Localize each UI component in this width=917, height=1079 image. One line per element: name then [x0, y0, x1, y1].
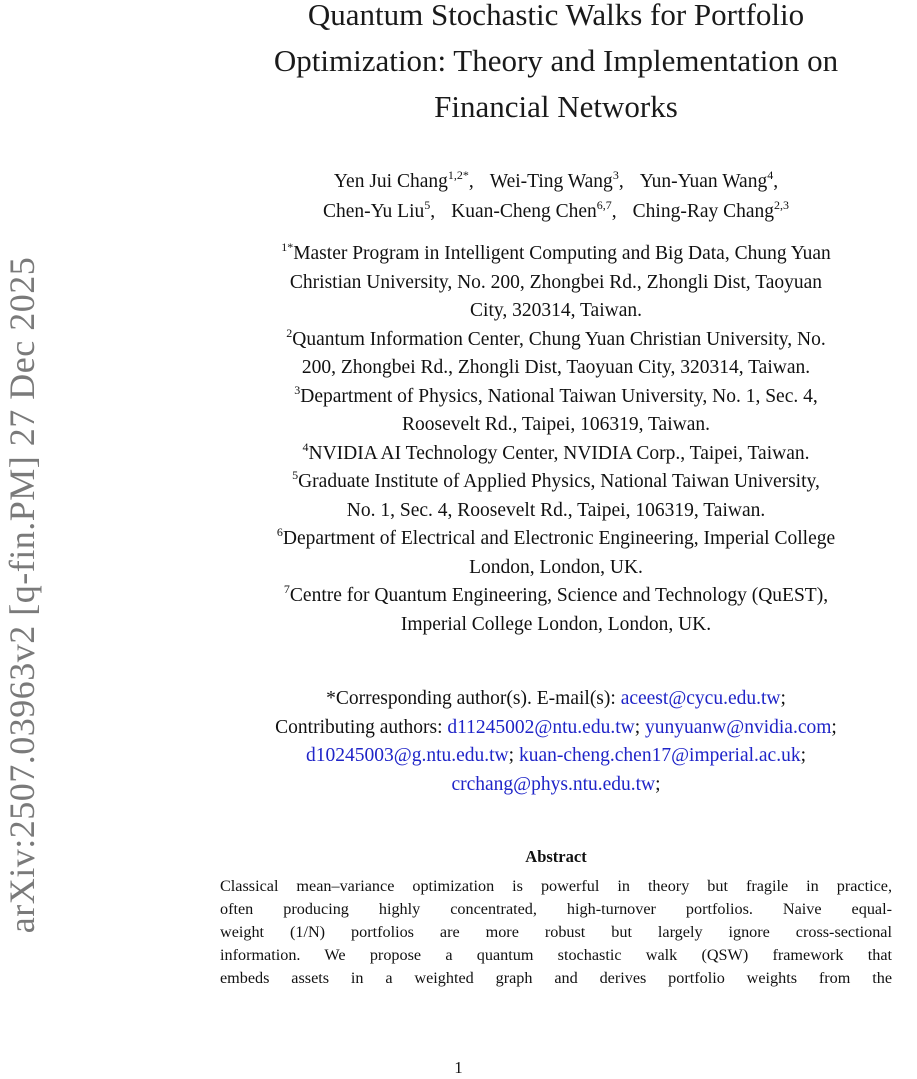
contributing-authors-line: d10245003@g.ntu.edu.tw; kuan-cheng.chen17@imperial.ac.uk;	[305, 745, 806, 766]
affiliation-2-cont: 200, Zhongbei Rd., Zhongli Dist, Taoyuan City, 320314, Taiwan.	[301, 357, 811, 378]
author-list	[195, 167, 917, 227]
author: Kuan-Cheng Chen$^{6,7}$,	[451, 198, 617, 222]
author: Ching-Ray Chang$^{2,3}$	[632, 198, 790, 222]
author: Yen Jui Chang$^{1,2*}$,	[333, 168, 474, 192]
email-link[interactable]: yunyuanw@nvidia.com	[645, 716, 832, 738]
affiliation-1: $^{1*}$Master Program in Intelligent Computing and Big Data, Chung Yuan	[281, 240, 831, 264]
abstract-body	[220, 875, 892, 990]
affiliation-1-cont: City, 320314, Taiwan.	[470, 300, 642, 321]
affiliation-5-cont: No. 1, Sec. 4, Roosevelt Rd., Taipei, 106319, Taiwan.	[346, 499, 766, 521]
arxiv-stamp	[0, 0, 46, 1076]
author-line	[195, 167, 917, 197]
affiliation-3: $^3$Department of Physics, National Taiwan University, No. 1, Sec. 4,	[294, 382, 818, 407]
affiliation-7: $^7$Centre for Quantum Engineering, Science and Technology (QuEST),	[283, 582, 829, 606]
abstract-line: often producing highly concentrated, high-turnover portfolios. Naive equal-	[220, 900, 892, 918]
corresponding-label: *Corresponding author(s). E-mail(s):	[326, 688, 616, 709]
contributing-authors-line: Contributing authors: d11245002@ntu.edu.tw; yunyuanw@nvidia.com;	[275, 716, 837, 738]
author: Wei-Ting Wang$^3$,	[489, 168, 624, 192]
contributing-label: Contributing authors:	[275, 716, 443, 738]
abstract-line: embeds assets in a weighted graph and derives portfolio weights from the	[220, 969, 892, 987]
affiliation-3-cont: Roosevelt Rd., Taipei, 106319, Taiwan.	[402, 414, 710, 435]
arxiv-stamp-text: arXiv:2507.03963v2 [q-fin.PM] 27 Dec 2025	[2, 256, 42, 934]
affiliation-7-cont: Imperial College London, London, UK.	[400, 613, 712, 635]
abstract-line: information. We propose a quantum stochastic walk (QSW) framework that	[220, 946, 892, 964]
abstract-heading: Abstract	[525, 847, 587, 866]
abstract-line: Classical mean–variance optimization is powerful in theory but fragile in practice,	[220, 877, 892, 895]
author: Chen-Yu Liu$^5$,	[322, 198, 436, 222]
email-link[interactable]: d11245002@ntu.edu.tw	[447, 716, 635, 738]
email-link[interactable]: kuan-cheng.chen17@imperial.ac.uk	[518, 745, 801, 766]
affiliation-6: $^6$Department of Electrical and Electronic Engineering, Imperial College	[276, 525, 836, 549]
abstract-line: weight (1/N) portfolios are more robust but largely ignore cross-sectional	[220, 923, 892, 941]
paper-title	[195, 0, 917, 130]
affiliation-5: $^5$Graduate Institute of Applied Physics, National Taiwan University,	[292, 468, 820, 492]
title-line: Financial Networks	[434, 89, 678, 124]
author-line	[195, 197, 917, 227]
email-link[interactable]: d10245003@g.ntu.edu.tw	[305, 745, 509, 766]
affiliation-2: $^2$Quantum Information Center, Chung Yuan Christian University, No.	[286, 325, 826, 350]
contributing-authors-line: crchang@phys.ntu.edu.tw;	[451, 773, 661, 795]
title-line: Optimization: Theory and Implementation on	[273, 43, 839, 78]
author: Yun-Yuan Wang$^4$,	[639, 168, 779, 192]
email-link[interactable]: aceest@cycu.edu.tw	[620, 688, 781, 709]
affiliation-list	[195, 240, 917, 639]
title-line: Quantum Stochastic Walks for Portfolio	[307, 0, 805, 32]
affiliation-6-cont: London, London, UK.	[469, 556, 643, 578]
corresponding-author-line: *Corresponding author(s). E-mail(s): aceest@cycu.edu.tw;	[326, 688, 786, 709]
affiliation-1-cont: Christian University, No. 200, Zhongbei Rd., Zhongli Dist, Taoyuan	[289, 271, 823, 293]
contact-block	[195, 685, 917, 799]
page-number: 1	[454, 1058, 463, 1077]
email-link[interactable]: crchang@phys.ntu.edu.tw	[451, 773, 656, 795]
affiliation-4: $^4$NVIDIA AI Technology Center, NVIDIA Corp., Taipei, Taiwan.	[302, 439, 810, 464]
